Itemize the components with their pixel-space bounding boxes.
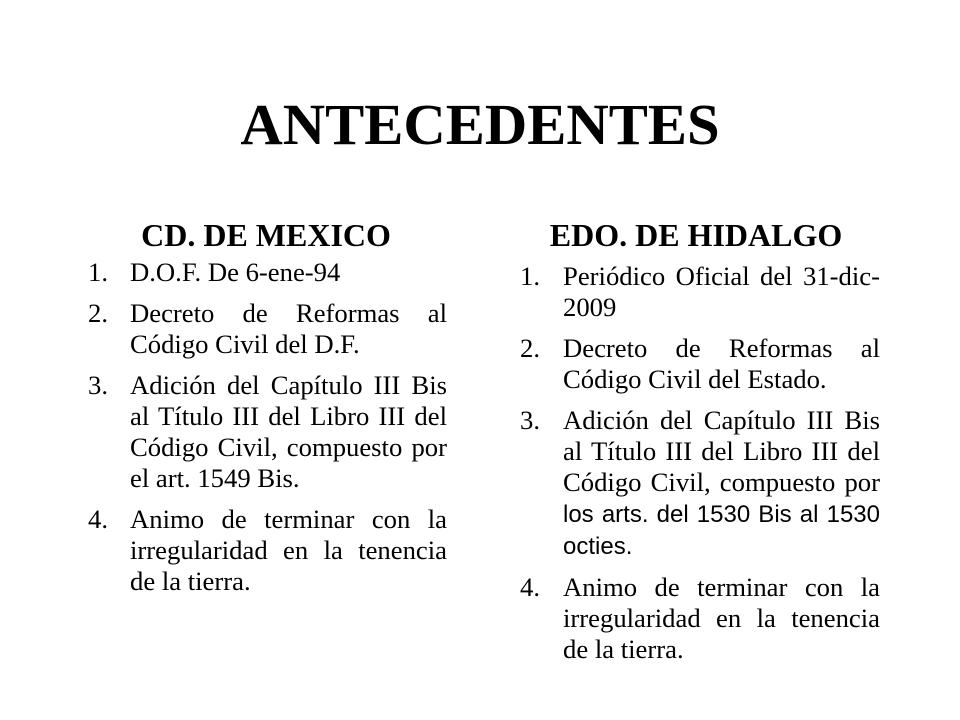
slide-title: ANTECEDENTES [240, 92, 720, 157]
column-heading-cd-mexico: CD. DE MEXICO [141, 217, 391, 253]
item-text-serif-part: Adición del Capítulo III Bis al Título III del Libro III del Código Civil, compuesto por [563, 405, 880, 497]
item-number: 4. [520, 572, 540, 602]
item-text: Animo de terminar con la irregularidad en la tenencia de la tierra. [563, 572, 880, 664]
item-text: Adición del Capítulo III Bis al Título III del Libro III del Código Civil, compuesto por el art. 1549 Bis. [130, 370, 447, 493]
item-number: 2. [88, 298, 108, 328]
item-text-sans-part: los arts. del 1530 Bis al 1530 octies. [563, 501, 880, 560]
item-text: Decreto de Reformas al Código Civil del Estado. [563, 333, 880, 394]
list-item [88, 370, 447, 494]
list-item [88, 504, 447, 597]
list-item [520, 405, 880, 562]
item-number: 4. [88, 504, 108, 534]
item-text [563, 261, 880, 323]
item-number: 1. [520, 261, 540, 291]
edo-hidalgo-list [520, 261, 880, 675]
item-number: 3. [520, 405, 540, 435]
item-text: Decreto de Reformas al Código Civil del D.F. [130, 298, 447, 359]
cd-mexico-list [88, 257, 447, 607]
item-text: Animo de terminar con la irregularidad en la tenencia de la tierra. [130, 504, 447, 596]
list-item [520, 333, 880, 395]
list-item [520, 572, 880, 665]
column-heading-edo-hidalgo: EDO. DE HIDALGO [549, 217, 843, 253]
item-text-continuation: 2009 [563, 292, 617, 322]
item-number: 2. [520, 333, 540, 363]
item-text-line: Periódico Oficial del 31-dic- [563, 261, 880, 291]
item-number: 1. [88, 257, 108, 287]
list-item [88, 257, 447, 288]
item-number: 3. [88, 370, 108, 400]
list-item [520, 261, 880, 323]
list-item [88, 298, 447, 360]
item-text: D.O.F. De 6-ene-94 [130, 257, 341, 287]
item-text [563, 405, 880, 562]
